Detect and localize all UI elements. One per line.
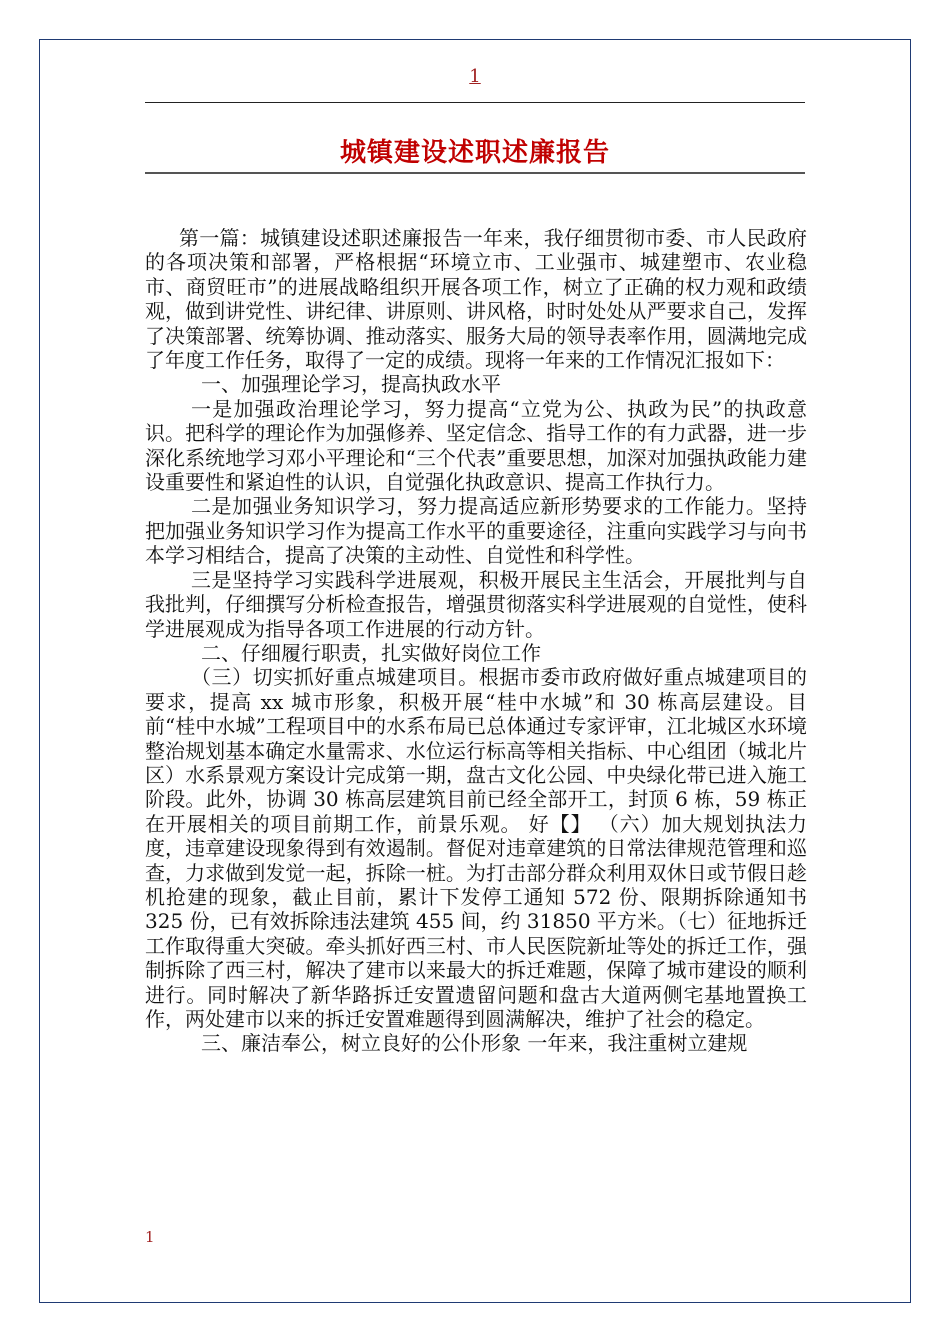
document-body <box>145 226 807 1056</box>
header-page-number: 1 <box>469 66 481 87</box>
document-title: 城镇建设述职述廉报告 <box>339 138 610 168</box>
paragraph-intro: 第一篇：城镇建设述职述廉报告一年来，我仔细贯彻市委、市人民政府的各项决策和部署，严格根据“环境立市、工业强市、城建塑市、农业稳市、商贸旺市”的进展战略组织开展各项工作，树立了正确的权力观和政绩观，做到讲党性、讲纪律、讲原则、讲风格，时时处处从严要求自己，发挥了决策部署、统筹协调、推动落实、服务大局的领导表率作用，圆满地完成了年度工作任务，取得了一定的成绩。现将一年来的工作情况汇报如下： <box>145 226 807 373</box>
paragraph-theory-3: 三是坚持学习实践科学进展观，积极开展民主生活会，开展批判与自我批判，仔细撰写分析检查报告，增强贯彻落实科学进展观的自觉性，使科学进展观成为指导各项工作进展的行动方针。 <box>145 567 807 641</box>
paragraph-theory-1: 一是加强政治理论学习，努力提高“立党为公、执政为民”的执政意识。把科学的理论作为加强修养、坚定信念、指导工作的有力武器，进一步深化系统地学习邓小平理论和“三个代表”重要思想，加深对加强执政能力建设重要性和紧迫性的认识，自觉强化执政意识、提高工作执行力。 <box>145 396 807 495</box>
section-heading-1: 一、加强理论学习，提高执政水平 <box>201 372 501 397</box>
section-heading-2: 二、仔细履行职责，扎实做好岗位工作 <box>201 640 541 665</box>
footer-page-number: 1 <box>145 1228 155 1246</box>
paragraph-duties: （三）切实抓好重点城建项目。根据市委市政府做好重点城建项目的要求，提高 xx 城市形象，积极开展“桂中水城”和 30 栋高层建设。目前“桂中水城”工程项目中的水系布局已总体通过专家评审，江北城区水环境整治规划基本确定水量需求、水位运行标高等相关指标、中心组团（城北片区）水系景观方案设计完成第一期，盘古文化公园、中央绿化带已进入施工阶段。此外，协调 30 栋高层建筑目前已经全部开工，封顶 6 栋，59 栋正在开展相关的项目前期工作，前景乐观。 好【】 （六）加大规划执法力度，违章建设现象得到有效遏制。督促对违章建筑的日常法律规范管理和巡查，力求做到发觉一起，拆除一桩。为打击部分群众利用双休日或节假日趁机抢建的现象，截止目前，累计下发停工通知 572 份、限期拆除通知书 325 份，已有效拆除违法建筑 455 间，约 31850 平方米。（七）征地拆迁工作取得重大突破。牵头抓好西三村、市人民医院新址等处的拆迁工作，强制拆除了西三村，解决了建市以来最大的拆迁难题，保障了城市建设的顺利进行。同时解决了新华路拆迁安置遗留问题和盘古大道两侧宅基地置换工作，两处建市以来的拆迁安置难题得到圆满解决，维护了社会的稳定。 <box>145 665 807 1031</box>
header-rule <box>145 102 805 103</box>
paragraph-theory-2: 二是加强业务知识学习，努力提高适应新形势要求的工作能力。坚持把加强业务知识学习作为提高工作水平的重要途径，注重向实践学习与向书本学习相结合，提高了决策的主动性、自觉性和科学性。 <box>145 494 807 568</box>
title-rule <box>145 172 805 174</box>
section-heading-3: 三、廉洁奉公，树立良好的公仆形象 一年来，我注重树立建规 <box>201 1031 748 1056</box>
